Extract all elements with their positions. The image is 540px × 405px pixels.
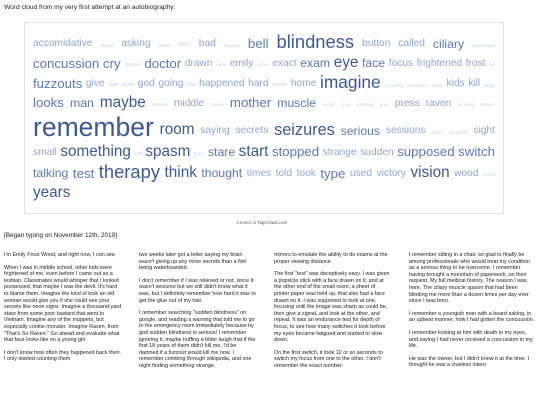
cloud-word: something bbox=[60, 142, 131, 160]
cloud-word: mother bbox=[229, 95, 272, 111]
cloud-word: supposed bbox=[397, 144, 455, 160]
cloud-word: frightened bbox=[416, 57, 463, 69]
cloud-word: asking bbox=[121, 38, 151, 50]
cloud-word: money bbox=[210, 102, 224, 108]
cloud-word: bell bbox=[247, 35, 269, 51]
cloud-word: saying bbox=[200, 125, 230, 137]
cloud-word: would bbox=[483, 172, 495, 178]
cloud-word: sessions bbox=[385, 125, 426, 137]
cloud-word: spicy bbox=[193, 151, 205, 157]
cloud-word: years bbox=[33, 183, 71, 201]
paragraph: He was the owner, but I didn't know it at the time. I thought he was a clueless intern bbox=[409, 355, 529, 369]
cloud-word: insistence bbox=[407, 82, 428, 88]
text-column-1 bbox=[4, 252, 122, 405]
cloud-word: told bbox=[275, 168, 293, 180]
cloud-word: maybe bbox=[99, 93, 146, 111]
cloud-word: incredibly bbox=[384, 82, 404, 88]
cloud-word: press bbox=[394, 97, 420, 109]
cloud-word: sharp bbox=[431, 129, 443, 135]
cloud-word: button bbox=[362, 38, 391, 50]
text-column-2 bbox=[139, 252, 257, 405]
cloud-word: fuzzouts bbox=[33, 76, 83, 92]
cloud-word: talking bbox=[33, 166, 69, 181]
cloud-word: spasm bbox=[145, 142, 191, 160]
tagcrowd-credit bbox=[236, 220, 287, 225]
cloud-word: messed bbox=[151, 102, 168, 108]
cloud-word: entire bbox=[257, 62, 269, 68]
cloud-word: accomidative bbox=[33, 38, 93, 50]
cloud-word: became bbox=[223, 42, 240, 48]
cloud-word: stare bbox=[207, 145, 236, 160]
cloud-word: kids bbox=[446, 78, 465, 90]
cloud-word: recieved bbox=[457, 102, 475, 108]
paragraph: I remember sitting in a chair, so glad to finally be among professionals who would treat my condition as a serious thing to be overcome. I remember having brought a mountain of paperwork, on their request. My full medical history. The reason I was here. The ciliary muscle spasm that had been blinding me more than a dozen times per day ever since I was born. bbox=[409, 252, 530, 305]
cloud-word: none bbox=[340, 102, 351, 108]
cloud-word: relearn bbox=[480, 102, 495, 108]
cloud-word: called bbox=[398, 38, 425, 50]
cloud-word: damned bbox=[124, 62, 141, 68]
cloud-word: thought bbox=[201, 166, 243, 181]
cloud-word: glue bbox=[108, 82, 118, 89]
cloud-word: raven bbox=[425, 97, 452, 109]
cloud-word: face bbox=[362, 56, 386, 71]
intro-text: Word cloud from my very first attempt at an autobiography: bbox=[4, 4, 176, 11]
cloud-word: secrets bbox=[235, 125, 269, 137]
cloud-word: give bbox=[86, 78, 105, 90]
paragraph: I remember searching "sudden blindness" on google, and reading a warning that told me to go to the emergency room immediately because by god sudden blindness is serious! I remember ignoring it, maybe huffing a bitter laugh that if the first 18 years of them didn't kill me, I'd be damned if a fuzzout would kill me now. I remember combing through wikipedia, and one night finding something strange. bbox=[139, 310, 256, 369]
cloud-word: kill bbox=[468, 78, 481, 90]
paragraph: mirrors to emulate the ability to do exams at the proper viewing distance. bbox=[274, 252, 388, 265]
paragraph: On the first switch, it took 12 or so seconds to switch my focus from one to the other. I don't remember the exact number. bbox=[274, 349, 383, 369]
cloud-word: doctor bbox=[144, 55, 182, 71]
cloud-word: poor bbox=[379, 102, 389, 108]
cloud-word: strange bbox=[322, 146, 357, 158]
cloud-word: vision bbox=[410, 164, 450, 182]
paragraph: The first "test" was deceptively easy. I was given a popsicle stick with a face drawn on it, and at the other end of the small room, a sheet of printer paper was held up, that also had a face drawn on it. I was supposed to look at one, focusing until the image was sharp as could be, then give a signal, and look at the other, and repeat. It was an endurance test for depth of focus, to see how many switches it took before my eyes became fatigued and started to slow down. bbox=[274, 271, 390, 344]
paragraph: I'm Emily Frost Wood, and right now, I can see. bbox=[4, 252, 117, 258]
cloud-word: history bbox=[272, 82, 288, 89]
text-column-3 bbox=[274, 252, 392, 405]
cloud-word: aware bbox=[158, 42, 171, 48]
cloud-word: middle bbox=[174, 97, 205, 109]
paragraph: two weeks later got a letter saying my brain wasn't giving up any more secrets than a fish being waterboarded. bbox=[139, 252, 247, 272]
cloud-word: awful bbox=[178, 42, 191, 49]
cloud-word: classmates bbox=[472, 42, 495, 48]
cloud-word: hard bbox=[248, 78, 269, 90]
cloud-word: early bbox=[216, 62, 227, 68]
cloud-word: took bbox=[296, 168, 316, 180]
cloud-word: cry bbox=[102, 55, 121, 71]
cloud-word: focus bbox=[388, 57, 414, 69]
cloud-word: blindness bbox=[276, 31, 355, 52]
cloud-word: victory bbox=[376, 168, 406, 180]
credit-prefix: created at bbox=[236, 220, 258, 225]
cloud-word: serious bbox=[340, 123, 381, 138]
cloud-word: switch bbox=[458, 144, 495, 160]
start-date-note: [Began typing on November 12th, 2019] bbox=[4, 232, 117, 239]
cloud-word: frost bbox=[465, 57, 486, 69]
cloud-word: sight bbox=[473, 125, 495, 137]
cloud-word: glued bbox=[121, 82, 135, 89]
cloud-word: home bbox=[290, 78, 317, 90]
cloud-word: nearly bbox=[322, 102, 335, 108]
cloud-word: muscle bbox=[277, 96, 317, 111]
cloud-word: should've bbox=[448, 129, 468, 135]
cloud-word: exact bbox=[272, 57, 297, 69]
cloud-word: imagine bbox=[320, 71, 381, 92]
cloud-word: concussion bbox=[33, 55, 100, 71]
paragraph: I don't know how often they happened back then. I only started counting them bbox=[4, 349, 122, 363]
cloud-word: used bbox=[349, 168, 373, 180]
cloud-word: bad bbox=[198, 38, 216, 50]
cloud-word: ahead bbox=[100, 42, 114, 48]
paragraph: I remember looking at him with death in my eyes, and saying I had never recieved a concussion in my life. bbox=[409, 329, 533, 350]
paragraph: When I was in middle school, other kids were frightened of me, even before I came out as a lesbian. Classmates would whisper that I looked possessed, that maybe I was the devil. It's hard to blame them. Imagine the kind of look an old woman would give you if she could see your secrets like neon signs. Imagine a thousand-yard stare from some poor bastard that went to Vietnam. Imagine any of the muppets, but especially cookie monster. Imagine Raven, from "That's So Raven." Go ahead and evaluate what that face looks like on a young girl. bbox=[4, 264, 122, 344]
cloud-word: drawn bbox=[184, 57, 213, 69]
cloud-word: intern bbox=[431, 82, 443, 88]
cloud-word: wood bbox=[454, 168, 479, 180]
cloud-word: looks bbox=[33, 95, 64, 111]
cloud-word: start bbox=[238, 142, 269, 160]
paragraph: I remember a youngish man with a beard asking, in an upbeat manner, how I had gotten the concussion. bbox=[409, 310, 535, 324]
word-cloud bbox=[24, 22, 504, 214]
cloud-word: hair bbox=[187, 82, 196, 89]
cloud-word: laugh bbox=[483, 82, 495, 88]
cloud-word: ciliary bbox=[432, 36, 465, 51]
cloud-word: type bbox=[320, 165, 346, 181]
cloud-word: exam bbox=[300, 56, 331, 71]
cloud-word: soft bbox=[134, 151, 142, 157]
paragraph: I don't remember if I was relieved or not, since it wasn't seizures but we still didn't know what it was, but I definitely remember how hard it was to get the glue out of my hair. bbox=[139, 277, 256, 304]
cloud-word: man bbox=[70, 96, 94, 111]
cloud-word: physical bbox=[356, 102, 374, 108]
cloud-word: full bbox=[489, 62, 495, 68]
tagcrowd-link[interactable]: TagCrowd.com bbox=[257, 220, 288, 225]
cloud-word: happened bbox=[199, 78, 245, 90]
cloud-word: room bbox=[159, 121, 195, 139]
cloud-word: stopped bbox=[271, 144, 320, 160]
cloud-word: god bbox=[137, 78, 155, 90]
cloud-word: times bbox=[246, 168, 272, 180]
cloud-word: sudden bbox=[360, 146, 394, 158]
cloud-word: emily bbox=[229, 57, 254, 69]
cloud-word: think bbox=[164, 164, 197, 182]
cloud-word: small bbox=[33, 146, 57, 158]
cloud-word: test bbox=[72, 165, 95, 181]
text-column-4 bbox=[409, 252, 536, 405]
cloud-word: seizures bbox=[274, 120, 335, 139]
cloud-word: remember bbox=[33, 111, 154, 142]
cloud-word: eye bbox=[333, 53, 359, 71]
cloud-word: therapy bbox=[98, 160, 161, 182]
cloud-word: going bbox=[158, 78, 184, 90]
